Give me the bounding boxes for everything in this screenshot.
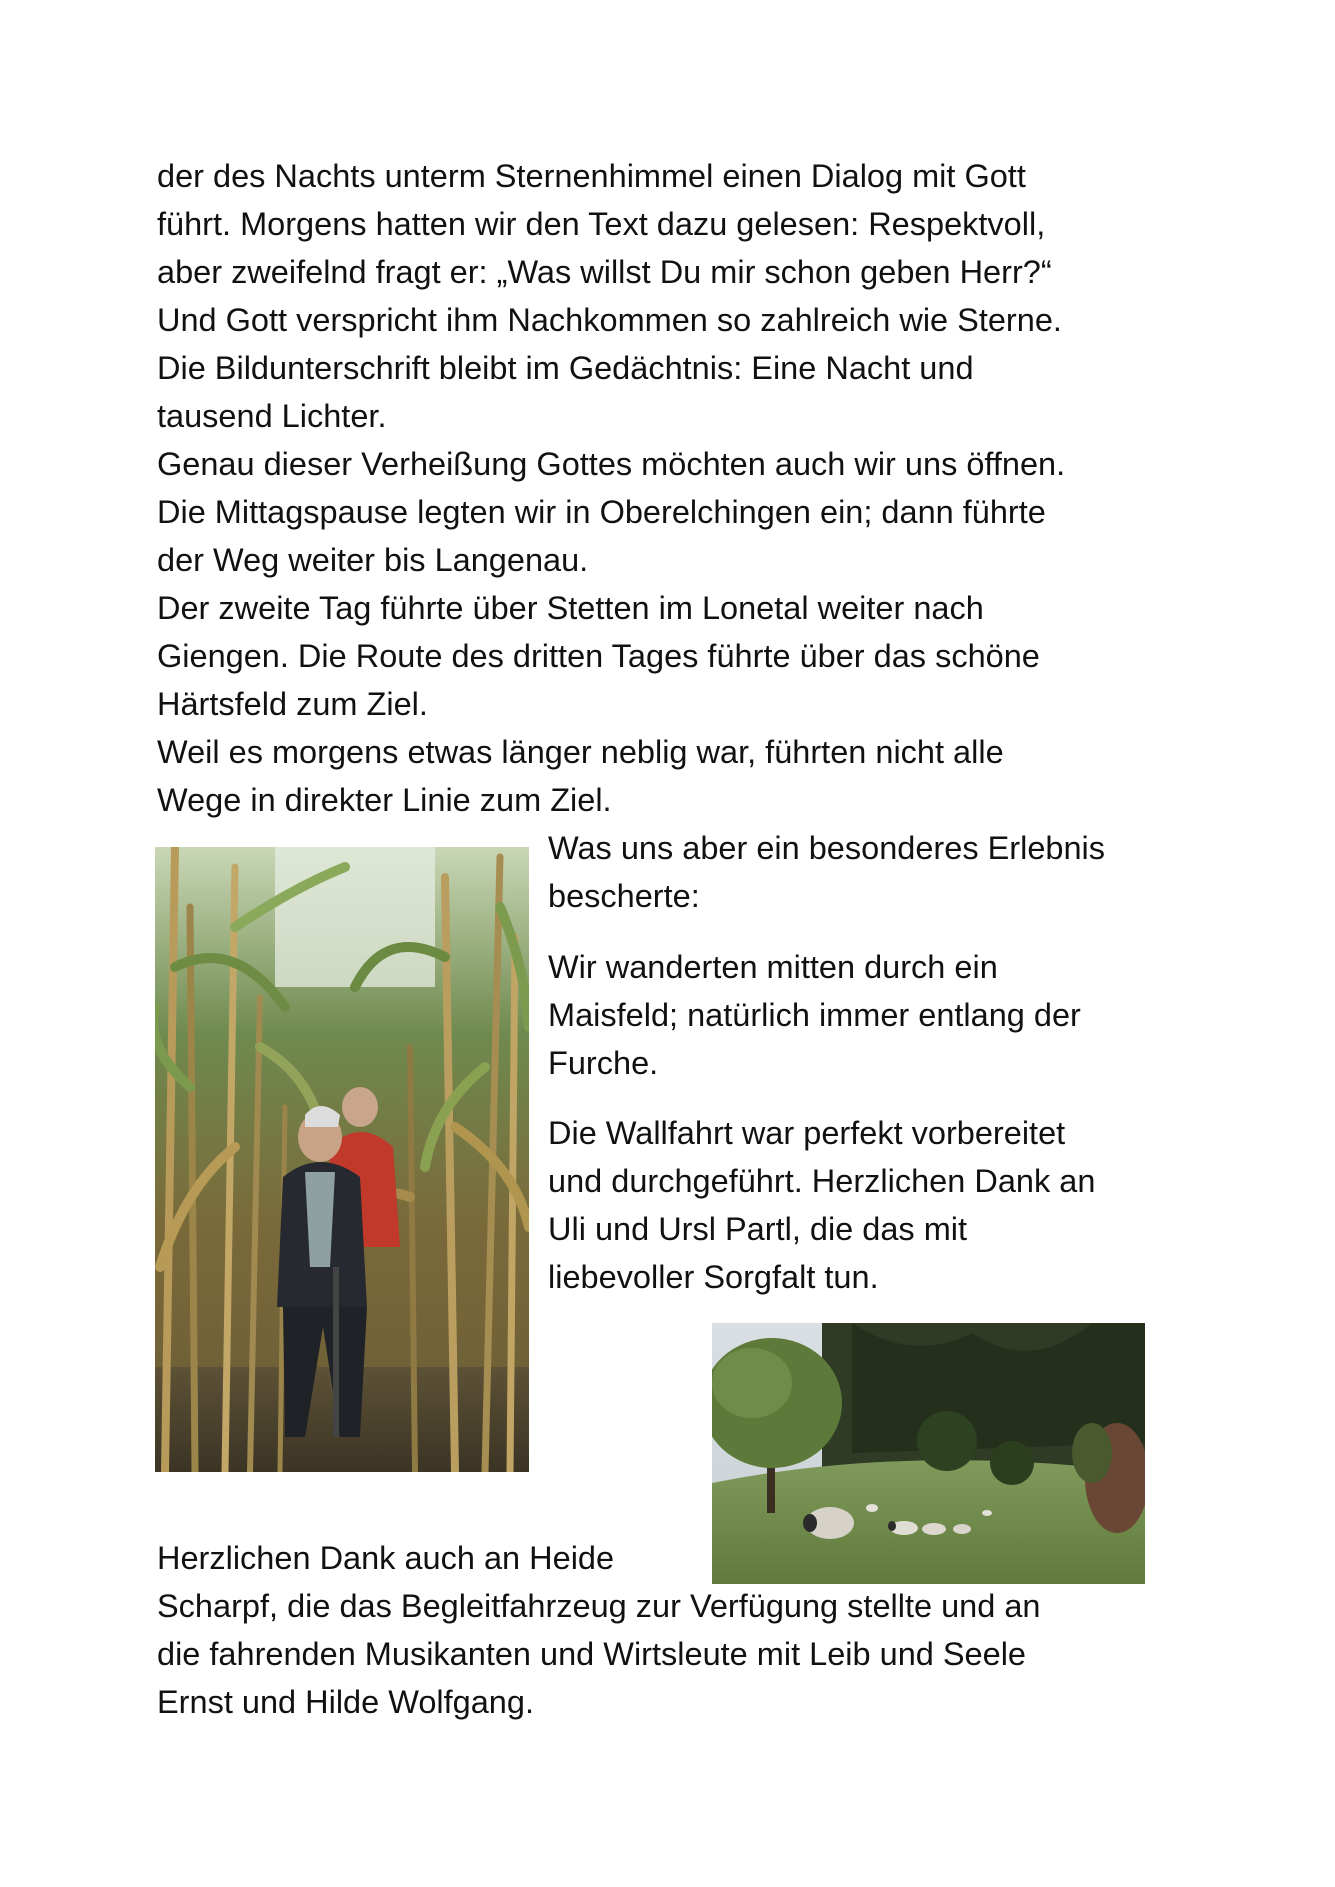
text-line: Herzlichen Dank auch an Heide (157, 1540, 615, 1576)
text-line: Härtsfeld zum Ziel. (157, 686, 428, 722)
sheep-meadow-image (712, 1323, 1145, 1584)
text-line: der des Nachts unterm Sternenhimmel einen Dialog mit Gott (157, 158, 1026, 194)
text-line: liebevoller Sorgfalt tun. (548, 1259, 879, 1295)
text-line: Und Gott verspricht ihm Nachkommen so zahlreich wie Sterne. (157, 302, 1062, 338)
text-line: und durchgeführt. Herzlichen Dank an (548, 1163, 1096, 1199)
text-line: Maisfeld; natürlich immer entlang der (548, 997, 1081, 1033)
text-line: die fahrenden Musikanten und Wirtsleute mit Leib und Seele (157, 1636, 1026, 1672)
text-line: Was uns aber ein besonderes Erlebnis (548, 830, 1106, 866)
text-line: Weil es morgens etwas länger neblig war, führten nicht alle (157, 734, 1004, 770)
sheep-meadow-photo (712, 1323, 1145, 1584)
cornfield-photo (155, 847, 529, 1472)
text-line: Die Bildunterschrift bleibt im Gedächtnis: Eine Nacht und (157, 350, 974, 386)
cornfield-image (155, 847, 529, 1472)
text-line: Der zweite Tag führte über Stetten im Lonetal weiter nach (157, 590, 984, 626)
text-line: der Weg weiter bis Langenau. (157, 542, 589, 578)
text-line: Furche. (548, 1045, 659, 1081)
text-line: führt. Morgens hatten wir den Text dazu gelesen: Respektvoll, (157, 206, 1046, 242)
text-line: Genau dieser Verheißung Gottes möchten auch wir uns öffnen. (157, 446, 1066, 482)
text-line: aber zweifelnd fragt er: „Was willst Du mir schon geben Herr?“ (157, 254, 1052, 290)
text-line: Uli und Ursl Partl, die das mit (548, 1211, 968, 1247)
text-line: Wir wanderten mitten durch ein (548, 949, 998, 985)
text-line: tausend Lichter. (157, 398, 387, 434)
text-line: Wege in direkter Linie zum Ziel. (157, 782, 612, 818)
text-line: bescherte: (548, 878, 700, 914)
text-line: Scharpf, die das Begleitfahrzeug zur Verfügung stellte und an (157, 1588, 1041, 1624)
text-line: Ernst und Hilde Wolfgang. (157, 1684, 534, 1720)
text-line: Giengen. Die Route des dritten Tages führte über das schöne (157, 638, 1040, 674)
text-line: Die Mittagspause legten wir in Oberelchingen ein; dann führte (157, 494, 1046, 530)
text-line: Die Wallfahrt war perfekt vorbereitet (548, 1115, 1066, 1151)
